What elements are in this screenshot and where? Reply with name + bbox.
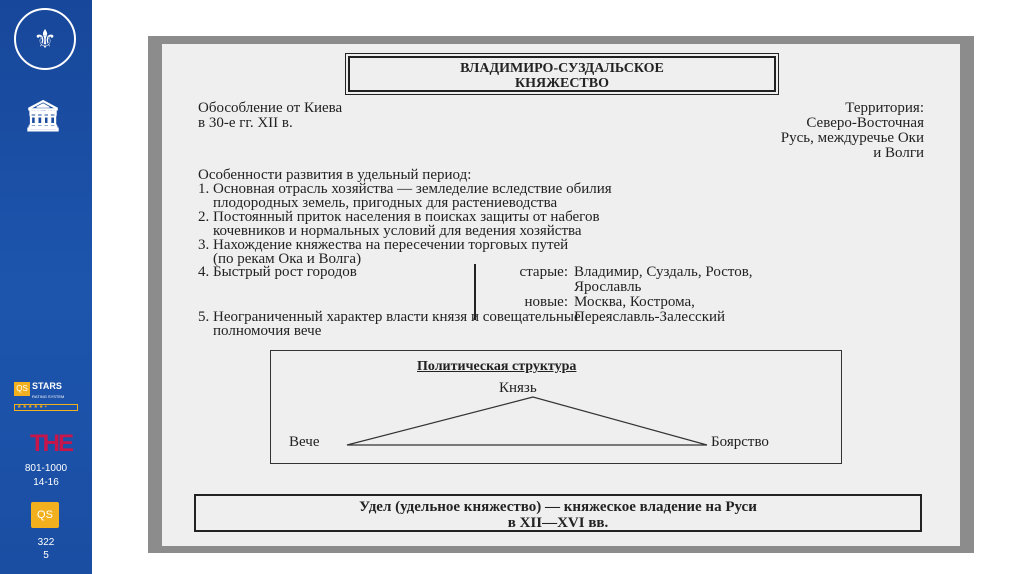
stars-label: STARS xyxy=(32,381,62,391)
qs-logo: QS xyxy=(31,502,59,528)
document-scan xyxy=(162,44,960,546)
feature-item: 1. Основная отрасль хозяйства — земледелие вследствие обилия плодородных земель, пригодных для растениеводства xyxy=(198,181,612,211)
sidebar xyxy=(0,0,92,574)
udel-definition: Удел (удельное княжество) — княжеское владение на Руси в XII—XVI вв. xyxy=(194,494,922,532)
feature-item: 3. Нахождение княжества на пересечении торговых путей (по рекам Ока и Волга) xyxy=(198,237,569,267)
qs-rank: 322 xyxy=(37,537,55,548)
cities-label: 4. Быстрый рост городов xyxy=(198,264,357,280)
stars-sub: RATING SYSTEM xyxy=(32,394,65,399)
cities-new-label: новые: xyxy=(524,294,568,310)
qs-stars-badge xyxy=(14,382,78,411)
political-title: Политическая структура xyxy=(417,359,577,374)
territory-text: Территория: Северо-Восточная Русь, междуречье Оки и Волги xyxy=(780,100,924,161)
cities-old-label: старые: xyxy=(519,264,568,280)
political-triangle xyxy=(271,351,843,465)
feature-item: 2. Постоянный приток населения в поисках защиты от набегов кочевников и нормальных условий для ведения хозяйства xyxy=(198,209,600,239)
political-right: Боярство xyxy=(711,434,769,450)
features-heading: Особенности развития в удельный период: xyxy=(198,167,472,183)
political-structure-box xyxy=(270,350,842,464)
column-logo-icon[interactable]: 🏛 xyxy=(23,99,63,133)
qs-rank-sub: 5 xyxy=(43,550,49,561)
separation-text: Обособление от Киева в 30-е гг. XII в. xyxy=(198,100,343,131)
the-rank: 801-1000 xyxy=(24,463,68,474)
stars-rating: ★★★★★+ xyxy=(14,404,78,411)
the-logo: THE xyxy=(30,430,72,457)
feature-5: 5. Неограниченный характер власти князя и совещательные полномочия вече xyxy=(198,309,581,339)
features-list xyxy=(198,182,612,266)
university-emblem-icon[interactable]: ⚜ xyxy=(14,8,76,70)
the-rank-sub: 14-16 xyxy=(33,477,59,488)
political-left: Вече xyxy=(289,434,320,450)
cities-new: Москва, Кострома, Переяславль-Залесский xyxy=(574,294,726,325)
political-top: Князь xyxy=(499,380,537,396)
qs-logo: QS xyxy=(14,382,30,396)
cities-old: Владимир, Суздаль, Ростов, Ярославль xyxy=(574,264,753,295)
document-title: ВЛАДИМИРО-СУЗДАЛЬСКОЕ КНЯЖЕСТВО xyxy=(348,56,776,92)
